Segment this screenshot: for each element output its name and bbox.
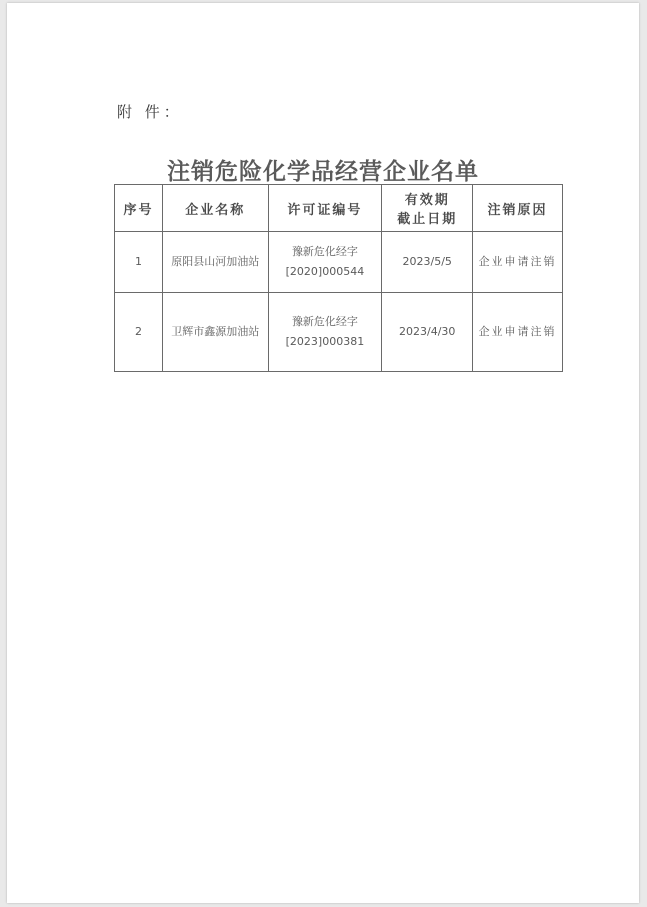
cell-license	[268, 232, 382, 293]
cell-seq: 1	[115, 232, 163, 293]
table-row	[115, 293, 563, 372]
cell-license	[268, 293, 382, 372]
document-title: 注销危险化学品经营企业名单	[167, 158, 479, 185]
cell-license-line2: [2023]000381	[285, 335, 365, 348]
cell-company: 原阳县山河加油站	[162, 232, 268, 293]
cell-reason: 企业申请注销	[473, 293, 563, 372]
revocation-table	[114, 184, 563, 372]
cell-company: 卫辉市鑫源加油站	[162, 293, 268, 372]
attachment-label: 附 件：	[117, 103, 183, 121]
cell-seq: 2	[115, 293, 163, 372]
cell-license-line2: [2020]000544	[285, 265, 365, 278]
header-company: 企业名称	[162, 185, 268, 232]
header-reason: 注销原因	[473, 185, 563, 232]
cell-license-line1: 豫新危化经字	[291, 315, 358, 328]
header-license: 许可证编号	[268, 185, 382, 232]
table-row	[115, 232, 563, 293]
table-header-row	[115, 185, 563, 232]
header-seq: 序号	[115, 185, 163, 232]
cell-expiry: 2023/4/30	[382, 293, 473, 372]
header-expiry-line1: 有效期	[404, 193, 450, 208]
cell-license-line1: 豫新危化经字	[291, 245, 358, 258]
cell-reason: 企业申请注销	[473, 232, 563, 293]
document-page	[7, 3, 639, 903]
header-expiry	[382, 185, 473, 232]
header-expiry-line2: 截止日期	[397, 212, 458, 227]
cell-expiry: 2023/5/5	[382, 232, 473, 293]
